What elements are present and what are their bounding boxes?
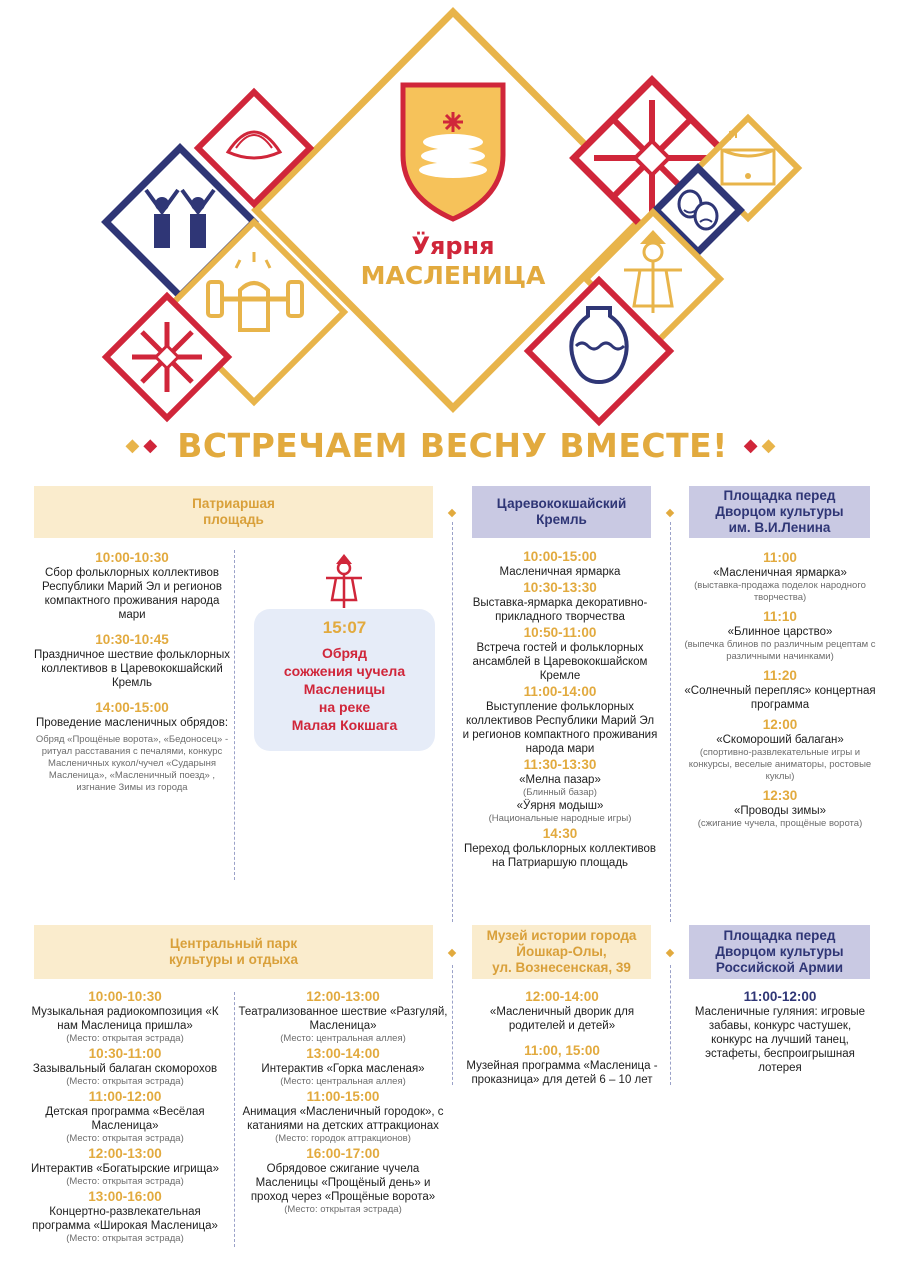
event-note: (Место: открытая эстрада)	[66, 1176, 184, 1187]
event-time: 12:00-14:00	[525, 989, 599, 1004]
event-time: 11:00-12:00	[88, 1089, 162, 1104]
divider	[452, 965, 453, 1085]
park-schedule-right	[238, 988, 448, 1216]
header-park: Центральный парк культуры и отдыха	[34, 925, 433, 979]
event-time: 14:30	[542, 826, 578, 841]
event-time: 10:30-13:30	[523, 580, 597, 595]
event-time: 14:00-15:00	[95, 700, 169, 715]
event-text: Выставка-ярмарка декоративно-прикладного творчества	[472, 597, 648, 623]
event-note: (Национальные народные игры)	[488, 813, 632, 824]
event-time: 11:00, 15:00	[524, 1043, 600, 1058]
separator-dot	[448, 509, 456, 517]
event-time: 12:00-13:00	[306, 989, 380, 1004]
event-text: Масленичные гуляния: игровые забавы, конкурс частушек, конкурс на лучший танец, эстафеты, беспроигрышная лотерея	[694, 1006, 866, 1074]
event-note: (Место: открытая эстрада)	[66, 1133, 184, 1144]
event-time: 10:30-10:45	[95, 632, 169, 647]
event-text: Интерактив «Горка масленая»	[261, 1063, 425, 1075]
hero-illustration	[0, 0, 905, 430]
event-text: Концертно-развлекательная программа «Широкая Масленица»	[32, 1206, 218, 1232]
burn-description: Обряд сожжения чучела Масленицы на реке Малая Кокшага	[283, 645, 406, 733]
logo-line-2: МАСЛЕНИЦА	[360, 261, 546, 290]
event-time: 11:20	[763, 668, 797, 683]
event-text: Театрализованное шествие «Разгуляй, Масленица»	[238, 1006, 448, 1032]
burning-ceremony-card	[254, 609, 435, 751]
divider	[452, 522, 453, 922]
event-text: Музейная программа «Масленица - проказница» для детей 6 – 10 лет	[466, 1060, 658, 1086]
event-text: Анимация «Масленичный городок», с катаниями на детских аттракционах	[242, 1106, 444, 1132]
divider	[234, 992, 235, 1247]
event-note: (Место: открытая эстрада)	[66, 1233, 184, 1244]
event-text: Масленичная ярмарка	[499, 566, 621, 578]
event-text: Обрядовое сжигание чучела Масленицы «Прощёный день» и проход через «Прощёные ворота»	[250, 1163, 436, 1203]
event-text: Зазывальный балаган скоморохов	[32, 1063, 218, 1075]
event-time: 10:00-10:30	[95, 550, 169, 565]
title-banner	[0, 420, 905, 470]
header-lenin: Площадка перед Дворцом культуры им. В.И.Ленина	[689, 486, 870, 538]
divider	[670, 522, 671, 922]
event-note: (Место: открытая эстрада)	[66, 1076, 184, 1087]
page-title: ВСТРЕЧАЕМ ВЕСНУ ВМЕСТЕ!	[177, 425, 728, 465]
event-time: 10:50-11:00	[523, 625, 597, 640]
event-time: 12:00-13:00	[88, 1146, 162, 1161]
divider	[234, 550, 235, 880]
header-museum: Музей истории города Йошкар-Олы, ул. Вознесенская, 39	[472, 925, 651, 979]
event-note: (спортивно-развлекательные игры и конкурсы, веселые аниматоры, ростовые куклы)	[688, 747, 872, 782]
event-text: Детская программа «Весёлая Масленица»	[45, 1106, 205, 1132]
event-time: 10:00-10:30	[88, 989, 162, 1004]
event-text: Выступление фольклорных коллективов Республики Марий Эл и регионов компактного проживания народа мари	[462, 701, 658, 755]
event-time: 11:00-12:00	[743, 989, 817, 1004]
museum-schedule	[466, 988, 658, 1087]
event-time: 11:00-15:00	[306, 1089, 380, 1104]
event-time: 11:00	[763, 550, 797, 565]
scarecrow-icon	[322, 552, 366, 610]
event-note: (Место: городок аттракционов)	[275, 1133, 411, 1144]
event-note: (Место: центральная аллея)	[280, 1076, 406, 1087]
event-note: (Место: открытая эстрада)	[284, 1204, 402, 1215]
diamond-ornament-left: ◆◆	[125, 434, 162, 455]
event-text: Праздничное шествие фольклорных коллективов в Царевококшайский Кремль	[34, 649, 230, 689]
separator-dot	[448, 949, 456, 957]
event-text: Проведение масленичных обрядов:	[35, 717, 229, 729]
event-time: 13:00-16:00	[88, 1189, 162, 1204]
divider	[670, 965, 671, 1085]
event-note: (выпечка блинов по различным рецептам с различными начинками)	[684, 639, 876, 662]
event-text: Встреча гостей и фольклорных ансамблей в Царевококшайском Кремле	[472, 642, 648, 682]
park-schedule-left	[20, 988, 230, 1245]
event-text: «Ӱярня модыш»	[516, 800, 604, 812]
event-time: 12:00	[762, 717, 798, 732]
event-time: 10:00-15:00	[523, 549, 597, 564]
event-note: (выставка-продажа поделок народного творчества)	[694, 580, 866, 603]
header-army: Площадка перед Дворцом культуры Российской Армии	[689, 925, 870, 979]
logo-line-1: Ӱярня	[411, 232, 495, 260]
event-note: (Блинный базар)	[523, 787, 597, 798]
event-time: 13:00-14:00	[306, 1046, 380, 1061]
event-text: «Скомороший балаган»	[716, 734, 844, 746]
event-text: «Проводы зимы»	[733, 805, 826, 817]
event-text: Интерактив «Богатырские игрища»	[31, 1163, 219, 1175]
event-text: Переход фольклорных коллективов на Патриаршую площадь	[464, 843, 656, 869]
kremlin-schedule	[462, 548, 658, 870]
event-time: 16:00-17:00	[306, 1146, 380, 1161]
army-schedule	[690, 988, 870, 1075]
event-time: 11:30-13:30	[523, 757, 597, 772]
event-time: 10:30-11:00	[88, 1046, 162, 1061]
separator-dot	[666, 509, 674, 517]
burn-time: 15:07	[322, 618, 367, 637]
separator-dot	[666, 949, 674, 957]
lenin-schedule	[684, 549, 876, 830]
event-text: «Солнечный перепляс» концертная программа	[684, 685, 876, 711]
event-text: Музыкальная радиокомпозиция «К нам Масленица пришла»	[31, 1006, 219, 1032]
event-text: «Масленичная ярмарка»	[713, 567, 847, 579]
event-note: (Место: открытая эстрада)	[66, 1033, 184, 1044]
event-note: (Место: центральная аллея)	[280, 1033, 406, 1044]
event-text: «Мелна пазар»	[519, 774, 601, 786]
diamond-ornament-right: ◆◆	[743, 434, 780, 455]
patriarch-schedule	[34, 549, 230, 794]
event-text: «Масленичный дворик для родителей и детей»	[489, 1006, 635, 1032]
event-time: 12:30	[762, 788, 798, 803]
event-note: (сжигание чучела, прощёные ворота)	[697, 818, 863, 829]
header-kremlin: Царевококшайский Кремль	[472, 486, 651, 538]
header-patriarch: Патриаршая площадь	[34, 486, 433, 538]
event-note: Обряд «Прощёные ворота», «Бедоносец» - ритуал расставания с печалями, конкурс Масленичных кукол/чучел «Сударыня Масленица», «Масленичный поезд» , изгнание Зимы из города	[35, 734, 229, 793]
event-text: «Блинное царство»	[727, 626, 833, 638]
event-text: Сбор фольклорных коллективов Республики Марий Эл и регионов компактного проживания народа мари	[42, 567, 222, 621]
event-time: 11:00-14:00	[523, 684, 597, 699]
event-time: 11:10	[763, 609, 797, 624]
